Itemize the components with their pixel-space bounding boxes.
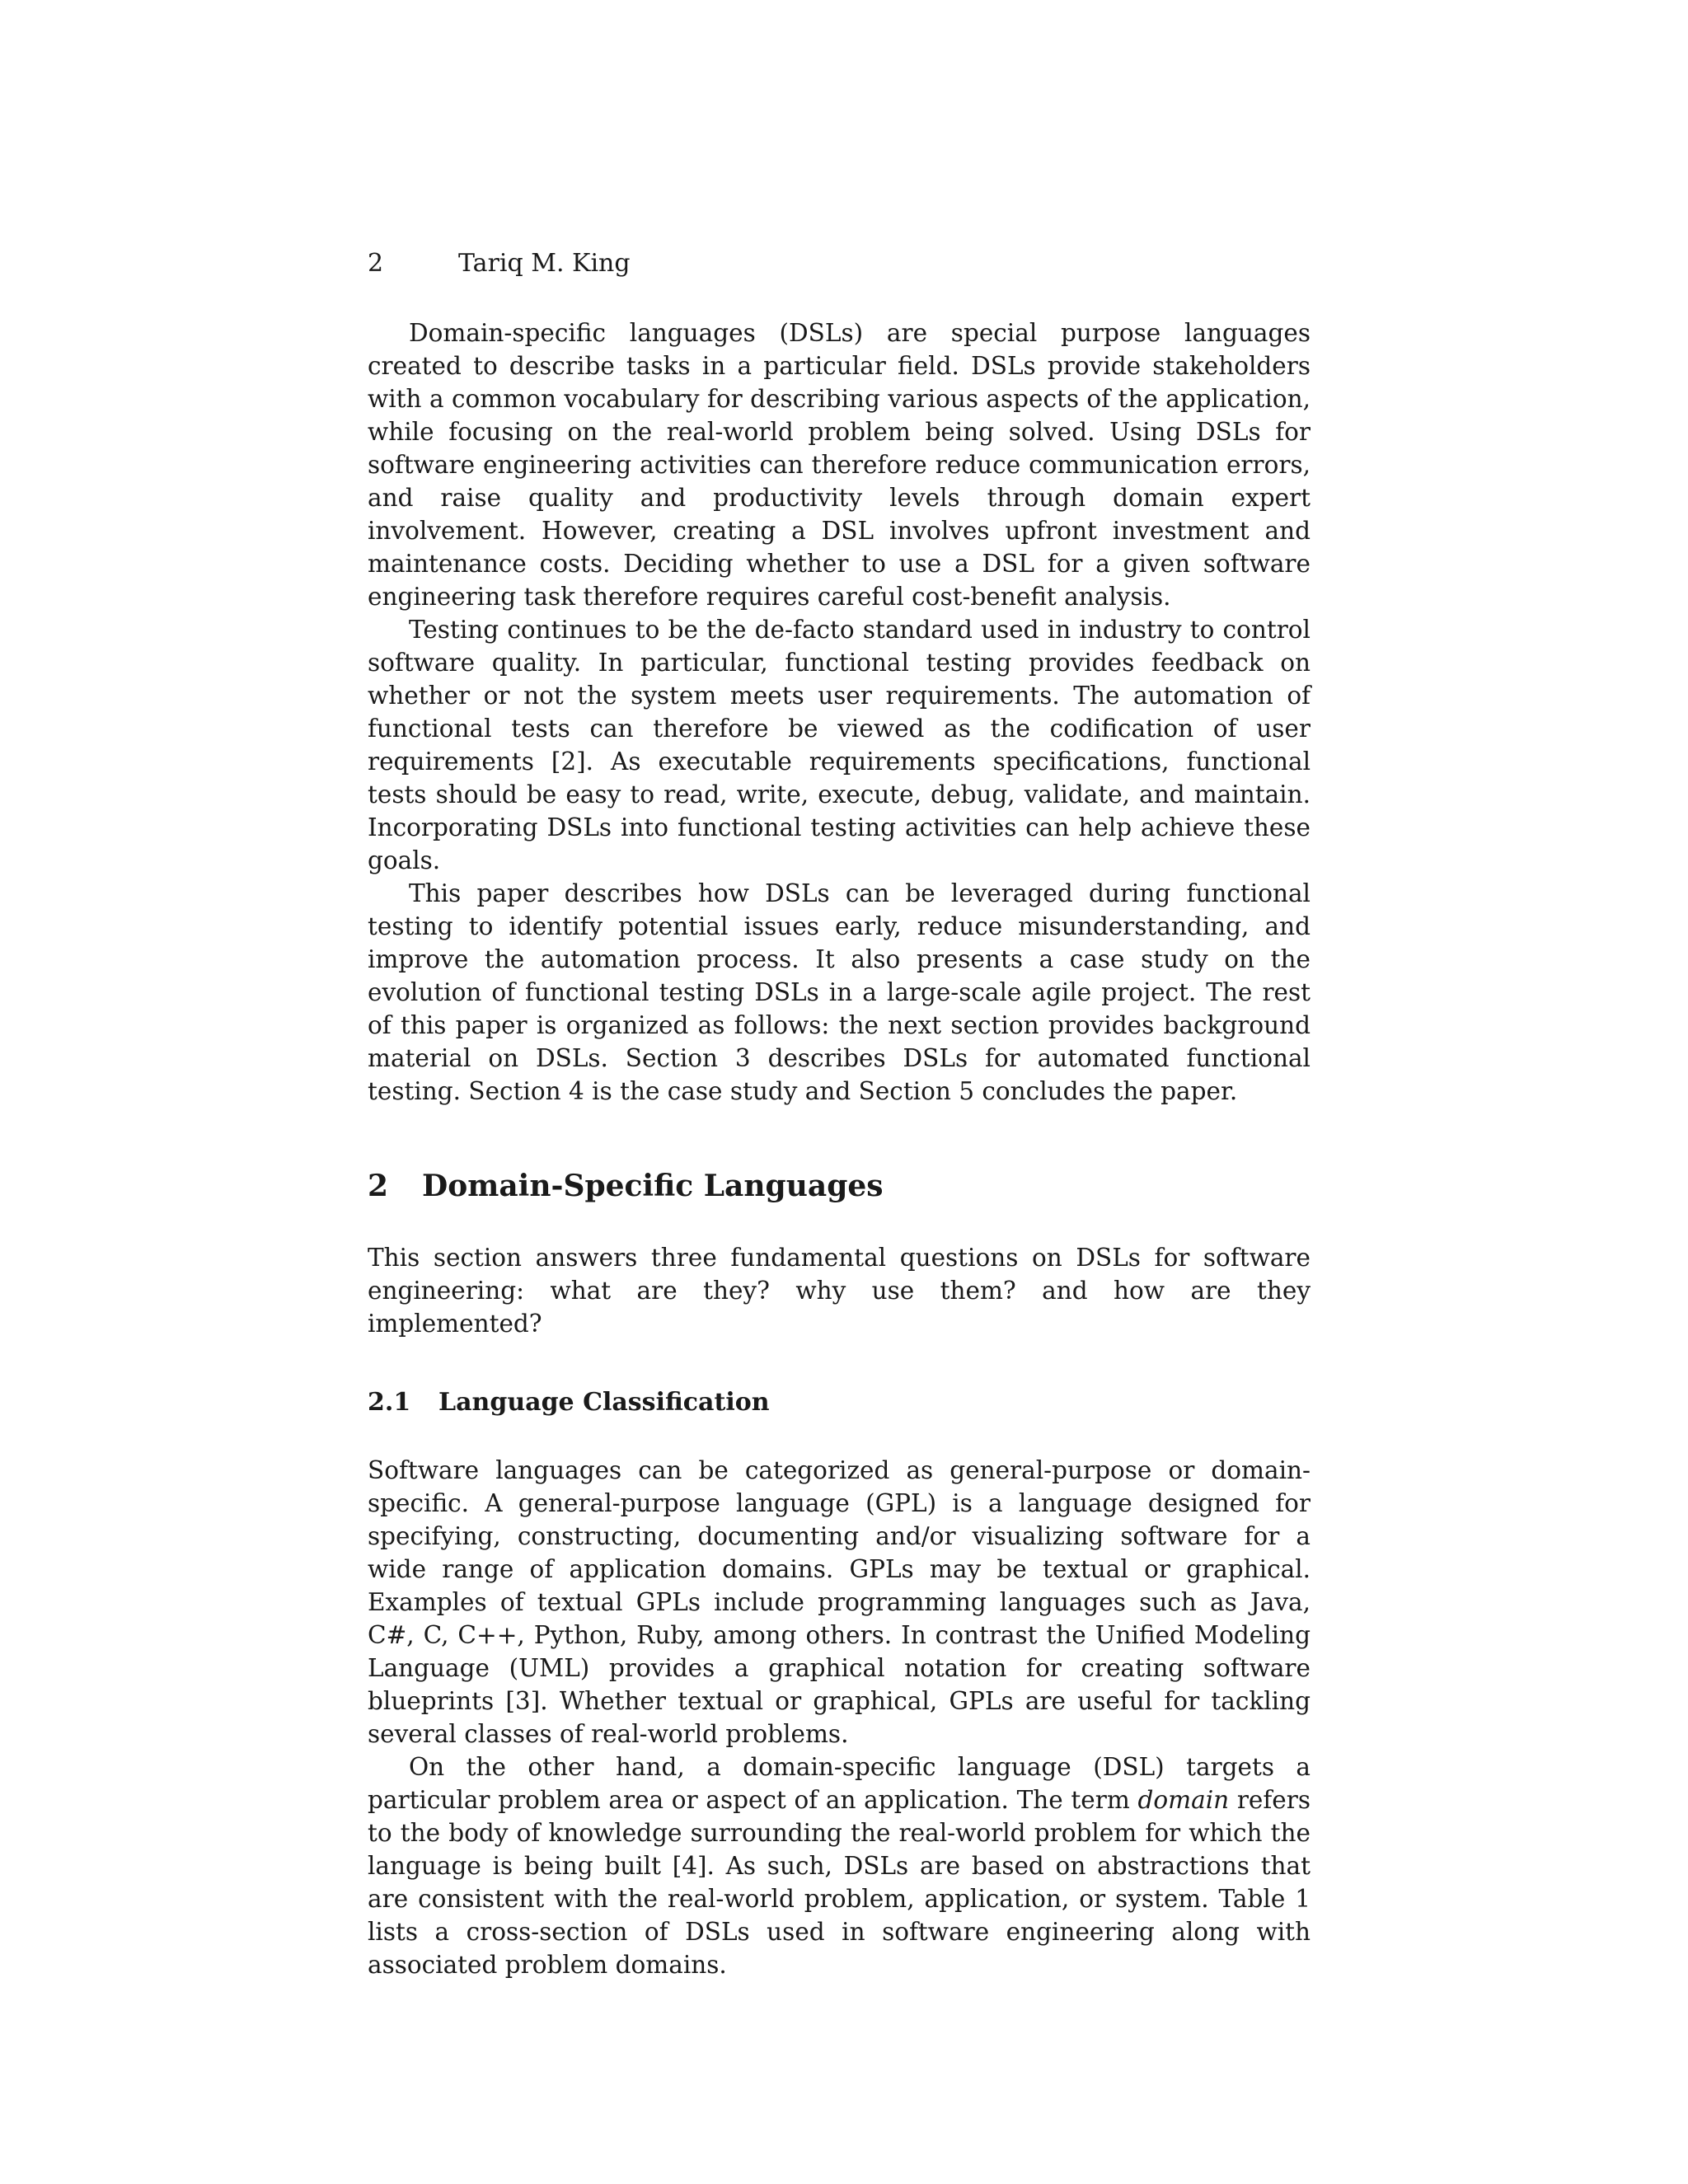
body-text <box>368 316 1311 1981</box>
intro-paragraph-2: Testing continues to be the de-facto standard used in industry to control software quality. In particular, functional testing provides feedback on whether or not the system meets user requirements. The automation of functional tests can therefore be viewed as the codification of user requirements [2]. As executable requirements specifications, functional tests should be easy to read, write, execute, debug, validate, and maintain. Incorporating DSLs into functional testing activities can help achieve these goals. <box>368 616 1311 874</box>
section-number: 2 <box>368 1169 389 1203</box>
running-header <box>368 247 631 280</box>
page-number: 2 <box>368 249 384 278</box>
domain-term: domain <box>1137 1786 1230 1814</box>
classification-paragraph-1: Software languages can be categorized as general-purpose or domain-specific. A general-purpose language (GPL) is a language designed for specifying, constructing, documenting and/or visualizing software for a wide range of application domains. GPLs may be textual or graphical. Examples of textual GPLs include programming languages such as Java, C#, C, C++, Python, Ruby, among others. In contrast the Unified Modeling Language (UML) provides a graphical notation for creating software blueprints [3]. Whether textual or graphical, GPLs are useful for tackling several classes of real-world problems. <box>368 1456 1311 1748</box>
paragraph-text-before: On the other hand, a domain-specific language (DSL) targets a particular problem area or aspect of an application. The term <box>368 1753 1311 1814</box>
intro-paragraph-1: Domain-specific languages (DSLs) are special purpose languages created to describe tasks in a particular field. DSLs provide stakeholders with a common vocabulary for describing various aspects of the application, while focusing on the real-world problem being solved. Using DSLs for software engineering activities can therefore reduce communication errors, and raise quality and productivity levels through domain expert involvement. However, creating a DSL involves upfront investment and maintenance costs. Deciding whether to use a DSL for a given software engineering task therefore requires careful cost-benefit analysis. <box>368 319 1311 611</box>
subsection-title: Language Classification <box>438 1388 770 1417</box>
classification-paragraph-2 <box>368 1750 1311 1981</box>
section-intro-paragraph: This section answers three fundamental questions on DSLs for software engineering: what are they? why use them? and how are they implemented? <box>368 1244 1311 1338</box>
intro-paragraph-3: This paper describes how DSLs can be leveraged during functional testing to identify potential issues early, reduce misunderstanding, and improve the automation process. It also presents a case study on the evolution of functional testing DSLs in a large-scale agile project. The rest of this paper is organized as follows: the next section provides background material on DSLs. Section 3 describes DSLs for automated functional testing. Section 4 is the case study and Section 5 concludes the paper. <box>368 879 1311 1105</box>
subsection-heading <box>368 1386 1311 1419</box>
section-heading <box>368 1165 1311 1207</box>
subsection-number: 2.1 <box>368 1388 411 1417</box>
section-title: Domain-Specific Languages <box>422 1169 884 1203</box>
running-author: Tariq M. King <box>458 249 631 278</box>
paragraph-text-after: refers to the body of knowledge surrounding the real-world problem for which the language is being built [4]. As such, DSLs are based on abstractions that are consistent with the real-world problem, application, or system. Table 1 lists a cross-section of DSLs used in software engineering along with associated problem domains. <box>368 1786 1311 1979</box>
